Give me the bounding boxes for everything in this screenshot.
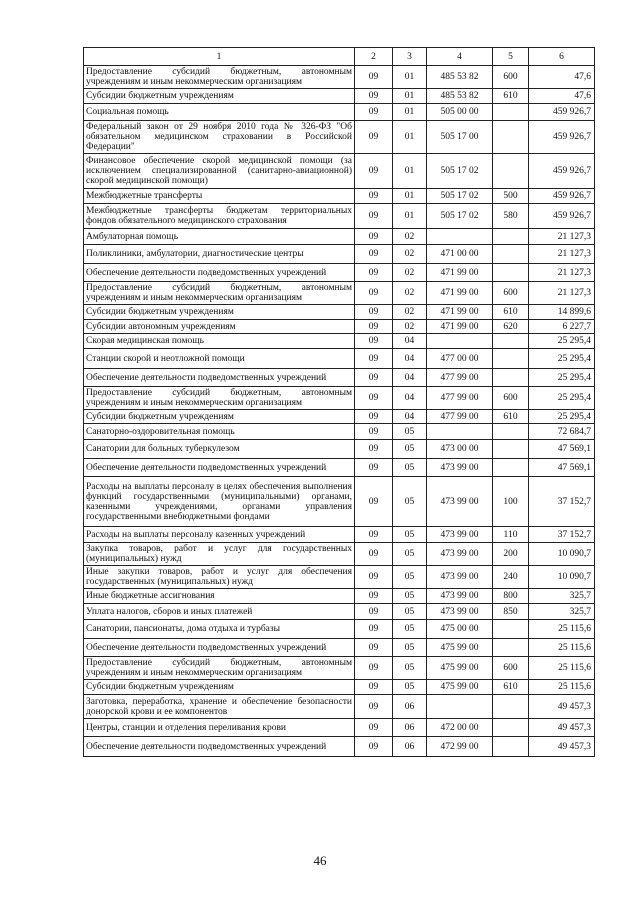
row-amount: 49 457,3 — [529, 737, 595, 757]
row-name: Санаторно-оздоровительная помощь — [84, 424, 355, 440]
row-amount: 47,6 — [529, 66, 595, 89]
row-target-article: 505 00 00 — [427, 104, 493, 121]
row-name: Санатории, пансионаты, дома отдыха и турбазы — [84, 620, 355, 639]
row-name: Иные бюджетные ассигнования — [84, 589, 355, 604]
table-row — [84, 264, 595, 282]
row-subsection: 02 — [393, 264, 427, 282]
table-row — [84, 334, 595, 349]
table-row — [84, 245, 595, 264]
table-row — [84, 543, 595, 566]
row-subsection: 05 — [393, 543, 427, 566]
row-target-article: 475 99 00 — [427, 639, 493, 657]
row-expense-type: 600 — [493, 282, 529, 305]
row-amount: 49 457,3 — [529, 695, 595, 719]
table-row — [84, 320, 595, 334]
row-amount: 25 295,4 — [529, 349, 595, 369]
row-target-article: 471 99 00 — [427, 264, 493, 282]
table-row — [84, 424, 595, 440]
row-subsection: 01 — [393, 154, 427, 189]
row-amount: 37 152,7 — [529, 527, 595, 543]
row-amount: 21 127,3 — [529, 229, 595, 245]
table-row — [84, 349, 595, 369]
table-row — [84, 189, 595, 204]
row-section: 09 — [355, 410, 393, 424]
row-subsection: 05 — [393, 620, 427, 639]
header-col-6: 6 — [529, 48, 595, 66]
row-target-article: 505 17 02 — [427, 204, 493, 229]
row-target-article: 475 99 00 — [427, 680, 493, 695]
table-header-row — [84, 48, 595, 66]
row-section: 09 — [355, 229, 393, 245]
row-amount: 47,6 — [529, 89, 595, 104]
row-subsection: 05 — [393, 589, 427, 604]
row-subsection: 04 — [393, 334, 427, 349]
row-subsection: 05 — [393, 604, 427, 620]
table-row — [84, 282, 595, 305]
row-name: Предоставление субсидий бюджетным, автономным учреждениям и иным некоммерческим организациям — [84, 66, 355, 89]
row-expense-type — [493, 349, 529, 369]
row-section: 09 — [355, 440, 393, 459]
table-row — [84, 204, 595, 229]
row-name: Межбюджетные трансферты бюджетам территориальных фондов обязательного медицинского страхования — [84, 204, 355, 229]
row-subsection: 05 — [393, 459, 427, 477]
row-section: 09 — [355, 657, 393, 680]
row-name: Субсидии бюджетным учреждениям — [84, 305, 355, 320]
row-section: 09 — [355, 719, 393, 737]
row-subsection: 01 — [393, 121, 427, 154]
table-row — [84, 459, 595, 477]
row-subsection: 02 — [393, 229, 427, 245]
row-amount: 6 227,7 — [529, 320, 595, 334]
row-expense-type: 600 — [493, 387, 529, 410]
row-expense-type: 500 — [493, 189, 529, 204]
table-row — [84, 154, 595, 189]
row-section: 09 — [355, 204, 393, 229]
row-subsection: 02 — [393, 320, 427, 334]
row-amount: 72 684,7 — [529, 424, 595, 440]
row-section: 09 — [355, 121, 393, 154]
row-expense-type: 580 — [493, 204, 529, 229]
row-section: 09 — [355, 604, 393, 620]
row-name: Предоставление субсидий бюджетным, автономным учреждениям и иным некоммерческим организациям — [84, 282, 355, 305]
row-expense-type: 200 — [493, 543, 529, 566]
row-name: Санатории для больных туберкулезом — [84, 440, 355, 459]
row-target-article: 475 00 00 — [427, 620, 493, 639]
table-row — [84, 639, 595, 657]
row-name: Субсидии бюджетным учреждениям — [84, 410, 355, 424]
row-expense-type: 240 — [493, 566, 529, 589]
row-target-article: 471 00 00 — [427, 245, 493, 264]
row-section: 09 — [355, 477, 393, 527]
row-section: 09 — [355, 189, 393, 204]
row-name: Скорая медицинская помощь — [84, 334, 355, 349]
row-target-article: 471 99 00 — [427, 320, 493, 334]
row-name: Центры, станции и отделения переливания крови — [84, 719, 355, 737]
row-section: 09 — [355, 639, 393, 657]
row-expense-type — [493, 154, 529, 189]
row-name: Межбюджетные трансферты — [84, 189, 355, 204]
table-row — [84, 695, 595, 719]
row-expense-type: 620 — [493, 320, 529, 334]
table-row — [84, 440, 595, 459]
row-expense-type — [493, 121, 529, 154]
table-body — [84, 66, 595, 757]
table-row — [84, 657, 595, 680]
row-target-article: 477 99 00 — [427, 410, 493, 424]
row-expense-type — [493, 737, 529, 757]
row-name: Станции скорой и неотложной помощи — [84, 349, 355, 369]
row-expense-type — [493, 369, 529, 387]
row-name: Иные закупки товаров, работ и услуг для обеспечения государственных (муниципальных) нужд — [84, 566, 355, 589]
table-row — [84, 527, 595, 543]
row-expense-type — [493, 459, 529, 477]
row-section: 09 — [355, 527, 393, 543]
row-subsection: 04 — [393, 369, 427, 387]
row-expense-type — [493, 245, 529, 264]
row-section: 09 — [355, 89, 393, 104]
row-name: Предоставление субсидий бюджетным, автономным учреждениям и иным некоммерческим организациям — [84, 657, 355, 680]
row-subsection: 02 — [393, 245, 427, 264]
row-amount: 47 569,1 — [529, 440, 595, 459]
row-name: Поликлиники, амбулатории, диагностические центры — [84, 245, 355, 264]
row-name: Закупка товаров, работ и услуг для государственных (муниципальных) нужд — [84, 543, 355, 566]
row-name: Обеспечение деятельности подведомственных учреждений — [84, 737, 355, 757]
row-section: 09 — [355, 369, 393, 387]
row-target-article: 473 00 00 — [427, 440, 493, 459]
row-amount: 25 295,4 — [529, 387, 595, 410]
row-amount: 25 115,6 — [529, 657, 595, 680]
row-target-article: 475 99 00 — [427, 657, 493, 680]
row-amount: 25 295,4 — [529, 369, 595, 387]
table-row — [84, 604, 595, 620]
table-row — [84, 589, 595, 604]
row-subsection: 05 — [393, 477, 427, 527]
row-amount: 459 926,7 — [529, 104, 595, 121]
row-expense-type: 100 — [493, 477, 529, 527]
row-expense-type: 610 — [493, 680, 529, 695]
row-section: 09 — [355, 154, 393, 189]
row-expense-type — [493, 719, 529, 737]
row-section: 09 — [355, 245, 393, 264]
row-subsection: 05 — [393, 657, 427, 680]
row-name: Заготовка, переработка, хранение и обеспечение безопасности донорской крови и ее компонентов — [84, 695, 355, 719]
row-section: 09 — [355, 66, 393, 89]
table-row — [84, 121, 595, 154]
table-row — [84, 737, 595, 757]
row-section: 09 — [355, 349, 393, 369]
row-expense-type: 610 — [493, 410, 529, 424]
row-subsection: 04 — [393, 387, 427, 410]
row-name: Субсидии бюджетным учреждениям — [84, 89, 355, 104]
header-col-3: 3 — [393, 48, 427, 66]
row-expense-type — [493, 264, 529, 282]
row-name: Субсидии бюджетным учреждениям — [84, 680, 355, 695]
row-expense-type — [493, 334, 529, 349]
row-subsection: 04 — [393, 410, 427, 424]
table-row — [84, 566, 595, 589]
row-amount: 10 090,7 — [529, 543, 595, 566]
row-name: Федеральный закон от 29 ноября 2010 года № 326-ФЗ "Об обязательном медицинском страховании в Российской Федерации" — [84, 121, 355, 154]
row-target-article: 471 99 00 — [427, 282, 493, 305]
row-section: 09 — [355, 566, 393, 589]
row-name: Субсидии автономным учреждениям — [84, 320, 355, 334]
row-name: Финансовое обеспечение скорой медицинской помощи (за исключением специализированной (санитарно-авиационной) скорой медицинской помощи) — [84, 154, 355, 189]
row-subsection: 04 — [393, 349, 427, 369]
row-section: 09 — [355, 387, 393, 410]
row-subsection: 02 — [393, 282, 427, 305]
row-amount: 21 127,3 — [529, 245, 595, 264]
row-amount: 10 090,7 — [529, 566, 595, 589]
row-name: Уплата налогов, сборов и иных платежей — [84, 604, 355, 620]
row-target-article: 473 99 00 — [427, 589, 493, 604]
row-amount: 21 127,3 — [529, 264, 595, 282]
row-amount: 25 115,6 — [529, 680, 595, 695]
row-amount: 25 295,4 — [529, 334, 595, 349]
row-target-article: 505 17 00 — [427, 121, 493, 154]
table-row — [84, 410, 595, 424]
row-section: 09 — [355, 620, 393, 639]
header-col-4: 4 — [427, 48, 493, 66]
row-subsection: 01 — [393, 104, 427, 121]
budget-table — [83, 47, 595, 757]
row-subsection: 05 — [393, 440, 427, 459]
row-target-article — [427, 695, 493, 719]
row-subsection: 05 — [393, 680, 427, 695]
row-subsection: 05 — [393, 424, 427, 440]
row-section: 09 — [355, 334, 393, 349]
row-amount: 25 115,6 — [529, 639, 595, 657]
row-section: 09 — [355, 459, 393, 477]
row-expense-type: 110 — [493, 527, 529, 543]
row-target-article: 473 99 00 — [427, 477, 493, 527]
row-name: Обеспечение деятельности подведомственных учреждений — [84, 459, 355, 477]
row-amount: 25 115,6 — [529, 620, 595, 639]
row-name: Социальная помощь — [84, 104, 355, 121]
header-col-5: 5 — [493, 48, 529, 66]
row-subsection: 01 — [393, 66, 427, 89]
row-expense-type — [493, 695, 529, 719]
row-name: Расходы на выплаты персоналу в целях обеспечения выполнения функций государственными (муниципальными) органами, казенными учреждениями, органами управления государственными внебюджетными фондами — [84, 477, 355, 527]
row-subsection: 01 — [393, 204, 427, 229]
table-row — [84, 477, 595, 527]
row-section: 09 — [355, 264, 393, 282]
row-amount: 459 926,7 — [529, 204, 595, 229]
row-subsection: 05 — [393, 639, 427, 657]
row-target-article: 472 99 00 — [427, 737, 493, 757]
row-amount: 37 152,7 — [529, 477, 595, 527]
row-name: Расходы на выплаты персоналу казенных учреждений — [84, 527, 355, 543]
row-target-article: 477 99 00 — [427, 369, 493, 387]
row-subsection: 06 — [393, 737, 427, 757]
row-name: Обеспечение деятельности подведомственных учреждений — [84, 639, 355, 657]
table-row — [84, 369, 595, 387]
row-expense-type: 610 — [493, 305, 529, 320]
header-col-2: 2 — [355, 48, 393, 66]
row-expense-type: 610 — [493, 89, 529, 104]
row-section: 09 — [355, 680, 393, 695]
row-amount: 25 295,4 — [529, 410, 595, 424]
row-expense-type — [493, 639, 529, 657]
row-expense-type — [493, 424, 529, 440]
row-target-article — [427, 334, 493, 349]
row-subsection: 05 — [393, 527, 427, 543]
row-section: 09 — [355, 695, 393, 719]
header-col-1: 1 — [84, 48, 355, 66]
table-row — [84, 66, 595, 89]
row-name: Обеспечение деятельности подведомственных учреждений — [84, 264, 355, 282]
row-target-article: 485 53 82 — [427, 66, 493, 89]
row-amount: 459 926,7 — [529, 121, 595, 154]
row-amount: 49 457,3 — [529, 719, 595, 737]
row-section: 09 — [355, 589, 393, 604]
row-section: 09 — [355, 424, 393, 440]
row-section: 09 — [355, 282, 393, 305]
row-target-article: 472 00 00 — [427, 719, 493, 737]
row-amount: 47 569,1 — [529, 459, 595, 477]
row-target-article: 505 17 02 — [427, 154, 493, 189]
row-subsection: 02 — [393, 305, 427, 320]
table-row — [84, 719, 595, 737]
page-number: 46 — [313, 853, 327, 868]
table-row — [84, 680, 595, 695]
row-name: Предоставление субсидий бюджетным, автономным учреждениям и иным некоммерческим организациям — [84, 387, 355, 410]
row-expense-type — [493, 104, 529, 121]
row-name: Амбулаторная помощь — [84, 229, 355, 245]
row-target-article — [427, 424, 493, 440]
row-expense-type: 600 — [493, 66, 529, 89]
row-expense-type — [493, 620, 529, 639]
row-subsection: 06 — [393, 695, 427, 719]
row-target-article: 473 99 00 — [427, 459, 493, 477]
row-amount: 459 926,7 — [529, 189, 595, 204]
row-target-article: 505 17 02 — [427, 189, 493, 204]
row-section: 09 — [355, 543, 393, 566]
table-row — [84, 305, 595, 320]
row-section: 09 — [355, 320, 393, 334]
row-target-article — [427, 229, 493, 245]
table-row — [84, 229, 595, 245]
row-subsection: 06 — [393, 719, 427, 737]
row-subsection: 01 — [393, 89, 427, 104]
row-expense-type: 600 — [493, 657, 529, 680]
row-amount: 459 926,7 — [529, 154, 595, 189]
table-row — [84, 104, 595, 121]
row-section: 09 — [355, 737, 393, 757]
row-amount: 21 127,3 — [529, 282, 595, 305]
row-target-article: 473 99 00 — [427, 604, 493, 620]
row-amount: 14 899,6 — [529, 305, 595, 320]
row-section: 09 — [355, 305, 393, 320]
row-target-article: 473 99 00 — [427, 527, 493, 543]
row-subsection: 05 — [393, 566, 427, 589]
row-target-article: 473 99 00 — [427, 543, 493, 566]
row-target-article: 485 53 82 — [427, 89, 493, 104]
row-section: 09 — [355, 104, 393, 121]
row-subsection: 01 — [393, 189, 427, 204]
row-target-article: 473 99 00 — [427, 566, 493, 589]
row-expense-type: 850 — [493, 604, 529, 620]
row-target-article: 477 99 00 — [427, 387, 493, 410]
row-expense-type — [493, 229, 529, 245]
row-expense-type: 800 — [493, 589, 529, 604]
row-target-article: 471 99 00 — [427, 305, 493, 320]
row-amount: 325,7 — [529, 604, 595, 620]
table-row — [84, 620, 595, 639]
row-amount: 325,7 — [529, 589, 595, 604]
table-row — [84, 89, 595, 104]
row-expense-type — [493, 440, 529, 459]
row-name: Обеспечение деятельности подведомственных учреждений — [84, 369, 355, 387]
row-target-article: 477 00 00 — [427, 349, 493, 369]
table-row — [84, 387, 595, 410]
